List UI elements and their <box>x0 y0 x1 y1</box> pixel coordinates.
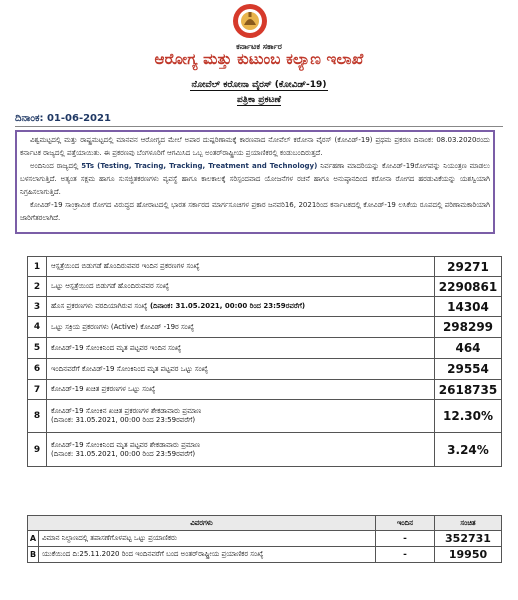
row-value: 2618735 <box>435 380 502 400</box>
divider <box>15 126 503 127</box>
row-description-date: (ದಿನಾಂಕ: 31.05.2021, 00:00 ರಿಂದ 23:59ರವರೆಗೆ) <box>51 449 196 458</box>
government-label: ಕರ್ನಾಟಕ ಸರ್ಕಾರ <box>236 42 282 51</box>
row-today: - <box>376 547 435 563</box>
row-number: 2 <box>28 277 47 297</box>
table-row <box>28 531 502 547</box>
intro-paragraph-1: ವಿಶ್ವಮಟ್ಟದಲ್ಲಿ ಮತ್ತು ರಾಷ್ಟ್ರಮಟ್ಟದಲ್ಲಿ ಮಾನವನ ಆರೋಗ್ಯದ ಮೇಲೆ ಅಪಾರ ದುಷ್ಪರಿಣಾಮಕ್ಕೆ ಕಾರಣವಾದ ನೋವೆಲ್ ಕರೋನಾ ವೈರಸ್ (ಕೋವಿಡ್-19) ಪ್ರಥಮ ಪ್ರಕರಣ ದಿನಾಂಕ: 08.03.2020ರಂದು ಕರ್ನಾಟಕ ರಾಜ್ಯದಲ್ಲಿ ಪತ್ತೆಯಾಯಿತು. ಈ ಪ್ರಕರಣವು ಬೆಂಗಳೂರಿಗೆ ಆಗಮಿಸಿದ ಒಬ್ಬ ಅಂತರ್‌ರಾಷ್ಟ್ರೀಯ ಪ್ರಯಾಣಿಕರಲ್ಲಿ ಕಂಡುಬಂದಿರುತ್ತದೆ. <box>20 136 490 157</box>
row-today: - <box>376 531 435 547</box>
table-row <box>28 338 502 359</box>
table-row <box>28 400 502 433</box>
row-value: 14304 <box>435 297 502 317</box>
intro-p2-5ts: 5Ts (Testing, Tracing, Tracking, Treatment and Technology) <box>81 162 318 170</box>
row-description: ಇಂದಿನವರೆಗೆ ಕೋವಿಡ್-19 ಸೋಂಕಿನಿಂದ ಮೃತ ಪಟ್ಟವರ ಒಟ್ಟು ಸಂಖ್ಯೆ <box>47 359 435 380</box>
row-letter: A <box>28 531 39 547</box>
press-release-title <box>0 95 518 105</box>
row-number: 8 <box>28 400 47 433</box>
table-row <box>28 380 502 400</box>
row-description <box>47 433 435 467</box>
table-row <box>28 297 502 317</box>
row-value: 29271 <box>435 257 502 277</box>
row-description: ಕೋವಿಡ್-19 ಖಚಿತ ಪ್ರಕರಣಗಳ ಒಟ್ಟು ಸಂಖ್ಯೆ <box>47 380 435 400</box>
table-row <box>28 317 502 338</box>
row-number: 7 <box>28 380 47 400</box>
row-description-main: ಹೊಸ ಪ್ರಕರಣಗಳು ವರದಿಯಾಗಿರುವ ಸಂಖ್ಯೆ <box>51 302 148 310</box>
intro-p2-pre: ಅಂದಿನಿಂದ ರಾಜ್ಯದಲ್ಲಿ <box>30 162 82 170</box>
row-number: 3 <box>28 297 47 317</box>
row-number: 1 <box>28 257 47 277</box>
header-details: ವಿವರಗಳು <box>28 516 376 531</box>
row-value: 464 <box>435 338 502 359</box>
row-description: ವಿಮಾನ ನಿಲ್ದಾಣದಲ್ಲಿ ತಪಾಸಣೆಗೊಳಪಟ್ಟ ಒಟ್ಟು ಪ್ರಯಾಣಿಕರು <box>39 531 376 547</box>
row-number: 6 <box>28 359 47 380</box>
row-description-main: ಕೋವಿಡ್-19 ಸೋಂಕಿನಿಂದ ಮೃತ ಪಟ್ಟವರ ಶೇಕಡಾವಾರು ಪ್ರಮಾಣ <box>51 440 201 449</box>
row-value: 29554 <box>435 359 502 380</box>
subject-line <box>0 80 518 90</box>
table-row <box>28 547 502 563</box>
row-number: 5 <box>28 338 47 359</box>
intro-paragraph-2 <box>20 160 490 199</box>
row-value: 3.24% <box>435 433 502 467</box>
karnataka-emblem-logo <box>232 3 268 39</box>
department-title: ಆರೋಗ್ಯ ಮತ್ತು ಕುಟುಂಬ ಕಲ್ಯಾಣ ಇಲಾಖೆ <box>154 50 364 68</box>
row-total: 19950 <box>435 547 502 563</box>
row-letter: B <box>28 547 39 563</box>
row-description-date: (ದಿನಾಂಕ: 31.05.2021, 00:00 ರಿಂದ 23:59ರವರೆಗೆ) <box>147 302 306 310</box>
row-value: 2290861 <box>435 277 502 297</box>
row-description: ಒಟ್ಟು ಆಸ್ಪತ್ರೆಯಿಂದ ಬಿಡುಗಡೆ ಹೊಂದಿರುವವರ ಸಂಖ್ಯೆ <box>47 277 435 297</box>
release-text: ಪತ್ರಿಕಾ ಪ್ರಕಟಣೆ <box>237 95 281 105</box>
table-header-row <box>28 516 502 531</box>
row-number: 9 <box>28 433 47 467</box>
travel-screening-table <box>27 515 502 563</box>
intro-paragraph-3: ಕೋವಿಡ್-19 ಸಾಂಕ್ರಾಮಿಕ ರೋಗದ ವಿರುದ್ಧದ ಹೋರಾಟದಲ್ಲಿ ಭಾರತ ಸರ್ಕಾರದ ಮಾರ್ಗಸೂಚಿಗಳ ಪ್ರಕಾರ ಜನವರಿ16, 2021ರಿಂದ ಕರ್ನಾಟಕದಲ್ಲಿ ಕೋವಿಡ್-19 ಲಸಿಕೆಯ ರೂಪದಲ್ಲಿ ಪರಿಣಾಮಕಾರಿಯಾಗಿ ಜಾರಿಗೆತರಲಾಗಿದೆ. <box>20 201 490 222</box>
row-value: 298299 <box>435 317 502 338</box>
row-description <box>47 297 435 317</box>
row-description: ಕೋವಿಡ್-19 ಸೋಂಕಿನಿಂದ ಮೃತ ಪಟ್ಟವರ ಇಂದಿನ ಸಂಖ್ಯೆ <box>47 338 435 359</box>
row-description: ಯುಕೆಯಿಂದ ದಿ:25.11.2020 ರಿಂದ ಇಂದಿನವರೆಗೆ ಬಂದ ಅಂತರ್‌ರಾಷ್ಟ್ರೀಯ ಪ್ರಯಾಣಿಕರ ಸಂಖ್ಯೆ <box>39 547 376 563</box>
table-row <box>28 359 502 380</box>
row-description: ಆಸ್ಪತ್ರೆಯಿಂದ ಬಿಡುಗಡೆ ಹೊಂದಿರುವವರ ಇಂದಿನ ಪ್ರಕರಣಗಳ ಸಂಖ್ಯೆ <box>47 257 435 277</box>
table-row <box>28 257 502 277</box>
intro-box <box>15 130 495 234</box>
table-row <box>28 433 502 467</box>
subject-text: ನೋವೆಲ್ ಕರೋನಾ ವೈರಸ್ (ಕೋವಿಡ್-19) <box>191 80 327 90</box>
row-value: 12.30% <box>435 400 502 433</box>
table-row <box>28 277 502 297</box>
row-number: 4 <box>28 317 47 338</box>
intro-p2-post: ನಿರ್ವಹಣಾ ಮಾದರಿಯನ್ನು ಕೋವಿಡ್-19ರೋಗವನ್ನು ನಿಯಂತ್ರಣ ಮಾಡಲು ಬಳಸಲಾಗುತ್ತಿದೆ. ಅತ್ಯಂತ ಸಕ್ಷಮ ಹಾಗೂ ಸುಸಜ್ಜಿತಕರಣಗಳು ವ್ಯವಸ್ಥೆ ಹಾಗೂ ಕಾಲಕಾಲಕ್ಕೆ ಸರಿಸ್ಪಂದವಾದ ಯೋಜನೆಗಳ ರಚನೆ ಹಾಗೂ ಅನುಷ್ಠಾನದಿಂದ ಕರೋನಾ ರೋಗದ ಹರಡುವಿಕೆಯನ್ನು ಯಶಸ್ವಿಯಾಗಿ ನಿಗ್ರಹಿಸಲಾಗುತ್ತಿದೆ. <box>20 162 491 196</box>
header-cumulative: ಸಂಚಿತ <box>435 516 502 531</box>
covid-stats-table <box>27 256 502 467</box>
row-description <box>47 400 435 433</box>
row-total: 352731 <box>435 531 502 547</box>
row-description-main: ಕೋವಿಡ್-19 ಸೋಂಕಿನ ಖಚಿತ ಪ್ರಕರಣಗಳ ಶೇಕಡಾವಾರು ಪ್ರಮಾಣ <box>51 407 202 415</box>
release-date: ದಿನಾಂಕ: 01-06-2021 <box>15 113 111 124</box>
row-description: ಒಟ್ಟು ಸಕ್ರಿಯ ಪ್ರಕರಣಗಳು (Active) ಕೋವಿಡ್ -19ರ ಸಂಖ್ಯೆ <box>47 317 435 338</box>
header-today: ಇಂದಿನ <box>376 516 435 531</box>
row-description-date: (ದಿನಾಂಕ: 31.05.2021, 00:00 ರಿಂದ 23:59ರವರೆಗೆ) <box>51 416 196 424</box>
